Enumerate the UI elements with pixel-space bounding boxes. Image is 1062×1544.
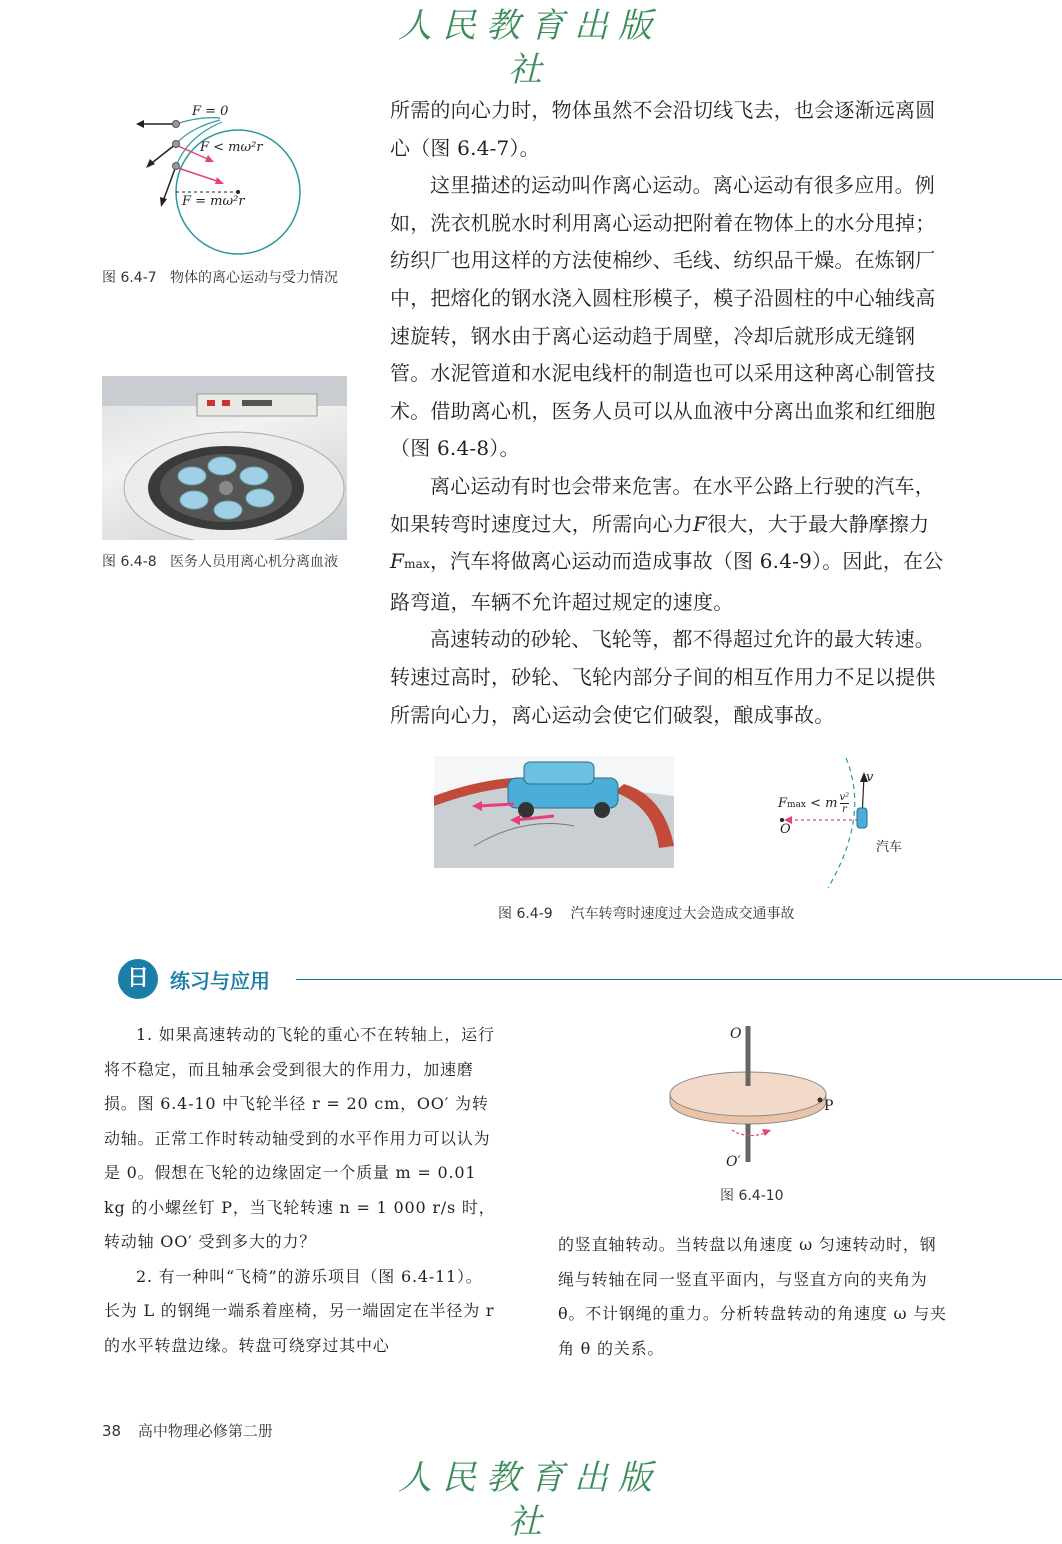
label-fmax: F — [778, 796, 788, 811]
paragraph-4: 高速转动的砂轮、飞轮等，都不得超过允许的最大转速。转速过高时，砂轮、飞轮内部分子间的相互作用力不足以提供所需向心力，离心运动会使它们破裂，酿成事故。 — [390, 627, 936, 727]
label-center-o: O — [780, 822, 791, 837]
exercises-right-column — [558, 1228, 950, 1366]
paragraph-1: 所需的向心力时，物体虽然不会沿切线飞去，也会逐渐远离圆心（图 6.4-7）。 — [390, 98, 936, 160]
exercises-title: 练习与应用 — [170, 969, 270, 993]
caption-6-4-10: 图 6.4-10 — [720, 1188, 784, 1204]
caption-6-4-9 — [498, 902, 898, 926]
p3-fmax-symbol: F — [390, 549, 405, 574]
paragraph-3 — [390, 468, 950, 621]
centrifugal-diagram — [100, 96, 360, 266]
label-fmax-sub: max — [787, 800, 807, 810]
label-axis-o: O — [730, 1026, 742, 1042]
label-inequality: < m — [810, 796, 838, 811]
label-fraction-denominator: r — [841, 804, 847, 815]
exercise-icon: 日 — [118, 959, 158, 999]
figure-6-4-10 — [660, 1022, 860, 1182]
label-velocity: v — [866, 770, 874, 785]
paragraph-2: 这里描述的运动叫作离心运动。离心运动有很多应用。例如，洗衣机脱水时利用离心运动把附着在物体上的水分甩掉；纺织厂也用这样的方法使棉纱、毛线、纺织品干燥。在炼钢厂中，把熔化的钢水浇入圆柱形模子，模子沿圆柱的中心轴线高速旋转，钢水由于离心运动趋于周壁，冷却后就形成无缝钢管。水泥管道和水泥电线杆的制造也可以采用这种离心制管技术。借助离心机，医务人员可以从血液中分离出血浆和红细胞（图 6.4-8）。 — [390, 173, 936, 461]
exercise-1: 1. 如果高速转动的飞轮的重心不在转轴上，运行将不稳定，而且轴承会受到很大的作用力，加速磨损。图 6.4-10 中飞轮半径 r = 20 cm，OO′ 为转动轴。正常工作时转动轴受到的水平作用力可以认为是 0。假想在飞轮的边缘固定一个质量 m = 0.01 kg 的小螺丝钉 P，当飞轮转速 n = 1 000 r/s 时，转动轴 OO′ 受到多大的力？ — [104, 1025, 496, 1251]
caption-number: 图 6.4-7 — [102, 270, 157, 286]
p3-part-a: 离心运动有时也会带来危害。在水平公路上行驶的汽车，如果转弯时速度过大，所需向心力 — [390, 473, 935, 536]
publisher-logo-bottom — [380, 1456, 680, 1542]
exercises-section-header — [118, 957, 1062, 1001]
centrifuge-illustration — [102, 376, 347, 540]
label-fraction-numerator: v² — [839, 792, 850, 803]
publisher-logo-top — [380, 4, 680, 90]
p3-part-b: 很大，大于最大静摩擦力 — [707, 511, 930, 536]
caption-text: 物体的离心运动与受力情况 — [170, 270, 339, 286]
exercise-2-continued: 的竖直轴转动。当转盘以角速度 ω 匀速转动时，钢绳与转轴在同一竖直平面内，与竖直方向的夹角为 θ。不计钢绳的重力。分析转盘转动的角速度 ω 与夹角 θ 的关系。 — [558, 1235, 947, 1358]
caption-text: 医务人员用离心机分离血液 — [170, 554, 339, 570]
main-body-text — [390, 92, 950, 734]
car-skid-drawing — [434, 756, 674, 868]
p3-force-symbol: F — [693, 511, 708, 536]
exercise-2-start: 2. 有一种叫“飞椅”的游乐项目（图 6.4-11）。长为 L 的钢绳一端系着座椅，另一端固定在半径为 r 的水平转盘边缘。转盘可绕穿过其中心 — [104, 1266, 495, 1355]
p3-fmax-subscript: max — [404, 557, 430, 572]
caption-6-4-7 — [102, 266, 352, 290]
page-number: 38 — [102, 1422, 122, 1440]
label-f-equal: F = mω²r — [182, 194, 245, 209]
label-fmax-inequality — [778, 792, 849, 815]
car-force-diagram-svg — [770, 756, 920, 892]
label-fraction — [840, 792, 850, 815]
publisher-logo-text: 人民教育出版社 — [398, 6, 662, 90]
label-f-less: F < mω²r — [200, 140, 263, 155]
centrifuge-photo — [102, 376, 347, 540]
book-title: 高中物理必修第二册 — [137, 1422, 273, 1440]
exercises-left-column — [104, 1018, 496, 1363]
caption-number: 图 6.4-9 — [498, 906, 553, 922]
caption-text: 汽车转弯时速度过大会造成交通事故 — [570, 906, 795, 922]
caption-6-4-8 — [102, 550, 352, 574]
label-axis-o-prime: O′ — [726, 1154, 741, 1170]
car-skid-illustration — [434, 756, 674, 868]
p3-part-c: ，汽车将做离心运动而造成事故（图 6.4-9）。因此，在公路弯道，车辆不允许超过规定的速度。 — [390, 549, 944, 614]
label-car: 汽车 — [876, 840, 903, 855]
figure-6-4-7 — [100, 96, 360, 266]
page-footer — [102, 1420, 273, 1441]
section-divider — [296, 979, 1062, 980]
label-f-zero: F = 0 — [192, 104, 229, 119]
caption-number: 图 6.4-8 — [102, 554, 157, 570]
car-force-diagram — [770, 756, 920, 892]
publisher-logo-text: 人民教育出版社 — [398, 1458, 662, 1542]
label-point-p: P — [824, 1098, 834, 1114]
